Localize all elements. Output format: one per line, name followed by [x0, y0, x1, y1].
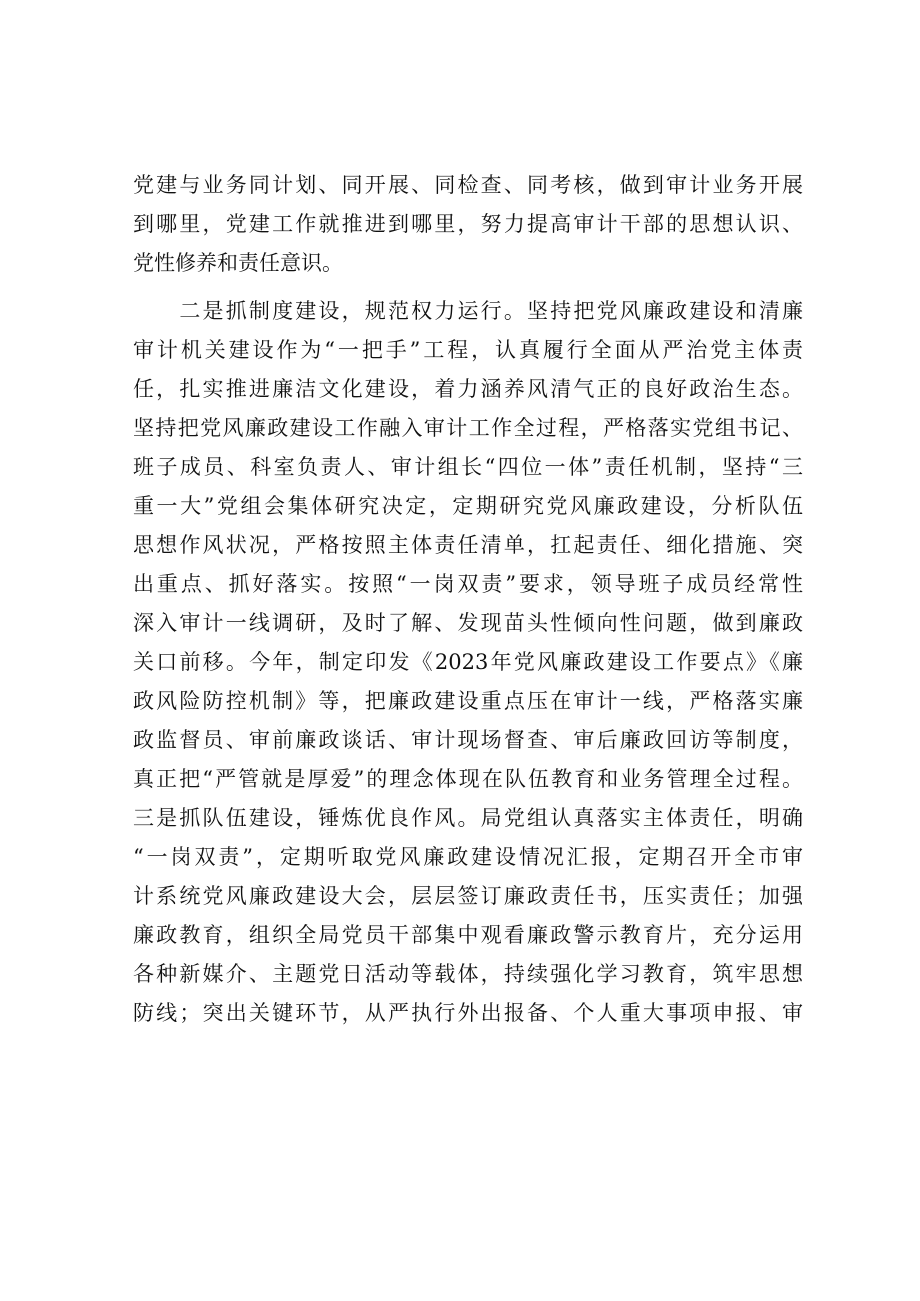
text-line: 到哪里，党建工作就推进到哪里，努力提高审计干部的思想认识、 [133, 212, 803, 236]
text-line: 任，扎实推进廉洁文化建设，着力涵养风清气正的良好政治生态。 [133, 377, 803, 401]
document-body [133, 166, 803, 1033]
text-line: 思想作风状况，严格按照主体责任清单，扛起责任、细化措施、突 [133, 533, 803, 557]
text-line: 坚持把党风廉政建设工作融入审计工作全过程，严格落实党组书记、 [133, 416, 803, 440]
text-line: 出重点、抓好落实。按照“一岗双责”要求，领导班子成员经常性 [133, 572, 803, 596]
text-line: “一岗双责”，定期听取党风廉政建设情况汇报，定期召开全市审 [133, 845, 803, 869]
text-line: 重一大”党组会集体研究决定，定期研究党风廉政建设，分析队伍 [133, 494, 803, 518]
text-line: 深入审计一线调研，及时了解、发现苗头性倾向性问题，做到廉政 [133, 611, 803, 635]
paragraph-3 [133, 799, 803, 1033]
text-line: 二是抓制度建设，规范权力运行。坚持把党风廉政建设和清廉 [133, 299, 803, 323]
text-line: 廉政教育，组织全局党员干部集中观看廉政警示教育片，充分运用 [133, 923, 803, 947]
text-line: 政监督员、审前廉政谈话、审计现场督查、审后廉政回访等制度， [133, 728, 803, 752]
text-line: 党建与业务同计划、同开展、同检查、同考核，做到审计业务开展 [133, 173, 803, 197]
text-line: 政风险防控机制》等，把廉政建设重点压在审计一线，严格落实廉 [133, 689, 803, 713]
paragraph-2 [133, 292, 803, 799]
text-line: 关口前移。今年，制定印发《2023年党风廉政建设工作要点》《廉 [133, 650, 803, 674]
text-line: 各种新媒介、主题党日活动等载体，持续强化学习教育，筑牢思想 [133, 962, 803, 986]
text-line: 防线；突出关键环节，从严执行外出报备、个人重大事项申报、审 [133, 1001, 803, 1025]
text-line: 真正把“严管就是厚爱”的理念体现在队伍教育和业务管理全过程。 [133, 767, 803, 791]
text-line: 三是抓队伍建设，锤炼优良作风。局党组认真落实主体责任，明确 [133, 806, 803, 830]
text-line: 审计机关建设作为“一把手”工程，认真履行全面从严治党主体责 [133, 338, 803, 362]
paragraph-1 [133, 166, 803, 283]
paragraph-spacer [133, 283, 803, 292]
text-line: 党性修养和责任意识。 [133, 251, 343, 275]
text-line: 计系统党风廉政建设大会，层层签订廉政责任书，压实责任；加强 [133, 884, 803, 908]
text-line: 班子成员、科室负责人、审计组长“四位一体”责任机制，坚持“三 [133, 455, 803, 479]
